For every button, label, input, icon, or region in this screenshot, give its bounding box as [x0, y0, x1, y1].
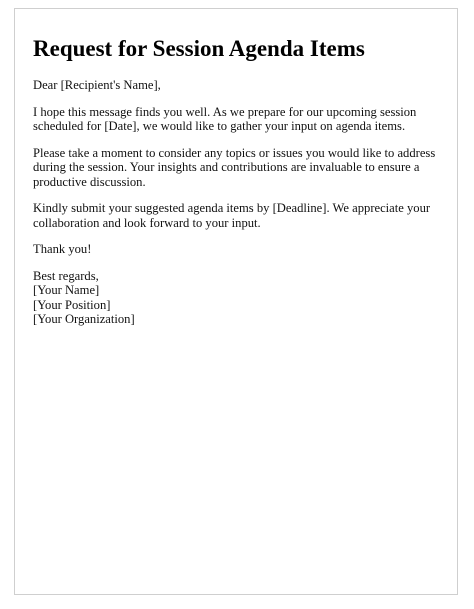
closing: Best regards, — [33, 268, 99, 283]
salutation: Dear [Recipient's Name], — [33, 78, 161, 92]
letter-page — [14, 8, 458, 595]
signature-position: [Your Position] — [33, 297, 111, 312]
paragraph-deadline: Kindly submit your suggested agenda items by [Deadline]. We appreciate your collaboration and look forward to your input. — [33, 201, 431, 230]
letter-title: Request for Session Agenda Items — [33, 36, 365, 61]
signature-organization: [Your Organization] — [33, 312, 135, 326]
signature-block — [33, 269, 443, 327]
paragraph-intro: I hope this message finds you well. As we prepare for our upcoming session scheduled for [Date], we would like to gather your input on agenda items. — [33, 104, 417, 133]
letter-content — [33, 35, 443, 339]
paragraph-thanks: Thank you! — [33, 242, 92, 256]
paragraph-request: Please take a moment to consider any topics or issues you would like to address during the session. Your insights and contributions are invaluable to ensure a productive discussion. — [33, 145, 436, 189]
signature-name: [Your Name] — [33, 283, 100, 297]
